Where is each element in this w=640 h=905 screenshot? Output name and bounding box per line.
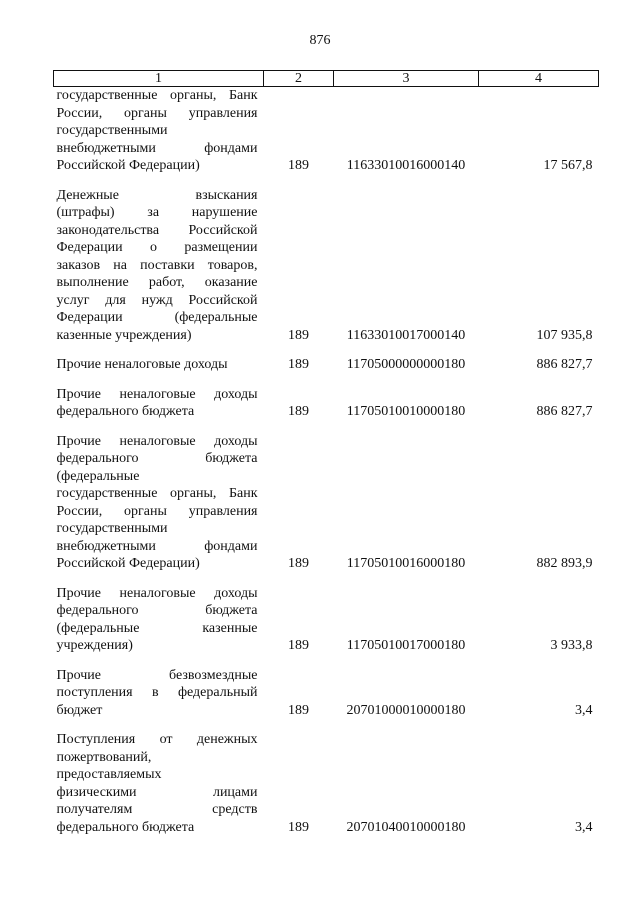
revenue-name-line: заказов на поставки товаров, xyxy=(56,257,258,273)
revenue-name-line: государственными xyxy=(56,123,168,138)
revenue-name-line: России, органы управления xyxy=(56,503,258,519)
revenue-name-line: учреждения) xyxy=(56,638,133,653)
table-row xyxy=(54,585,599,667)
amount-cell: 107 935,8 xyxy=(536,327,593,343)
revenue-name-cell xyxy=(54,433,264,585)
revenue-name-line: Прочие безвозмездные xyxy=(56,667,258,683)
revenue-name-line: внебюджетными фондами xyxy=(56,140,258,156)
table-row xyxy=(54,356,599,386)
amount-cell: 17 567,8 xyxy=(543,158,593,173)
revenue-name-line: внебюджетными фондами xyxy=(56,538,258,554)
table-row xyxy=(54,87,599,187)
admin-code-cell: 189 xyxy=(288,819,309,835)
revenue-name-cell xyxy=(54,187,264,357)
amount-cell: 886 827,7 xyxy=(536,404,593,419)
table-row xyxy=(54,187,599,357)
admin-code-cell: 189 xyxy=(288,357,309,372)
revenue-name-line: государственными xyxy=(56,521,168,536)
admin-code-cell: 189 xyxy=(288,556,309,571)
amount-cell: 3,4 xyxy=(575,819,593,835)
revenue-name-line: России, органы управления xyxy=(56,105,258,121)
admin-code-cell: 189 xyxy=(288,404,309,419)
amount-cell: 3,4 xyxy=(575,702,593,718)
revenue-name-cell xyxy=(54,87,264,187)
revenue-name-cell xyxy=(54,731,264,848)
revenue-name-line: федерального бюджета xyxy=(56,404,195,419)
revenue-name-line: Федерации (федеральные xyxy=(56,310,258,325)
admin-code-cell: 189 xyxy=(288,638,309,653)
revenue-name-line: получателям средств xyxy=(56,802,258,817)
revenue-name-line: федерального бюджета xyxy=(56,603,258,618)
table-row xyxy=(54,667,599,732)
revenue-name-line: Прочие неналоговые доходы xyxy=(56,386,258,402)
revenue-name-line: Прочие неналоговые доходы xyxy=(56,585,258,601)
revenue-name-line: Российской Федерации) xyxy=(56,556,200,571)
revenue-name-line: поступления в федеральный xyxy=(56,685,258,700)
budget-code-cell: 11705010017000180 xyxy=(346,638,466,653)
revenue-name-line: Поступления от денежных xyxy=(56,732,258,747)
budget-revenue-table xyxy=(53,70,599,848)
revenue-name-line: (федеральные казенные xyxy=(56,620,258,636)
table-header-row xyxy=(54,71,599,87)
revenue-name-line: Федерации о размещении xyxy=(56,240,258,255)
table-body xyxy=(54,87,599,849)
revenue-name-cell xyxy=(54,667,264,732)
budget-code-cell: 20701000010000180 xyxy=(346,702,466,718)
revenue-name-line: государственные органы, Банк xyxy=(56,88,258,103)
amount-cell: 886 827,7 xyxy=(536,357,593,372)
amount-cell: 882 893,9 xyxy=(536,556,593,571)
budget-code-cell: 11705000000000180 xyxy=(346,357,466,372)
column-header-3: 3 xyxy=(334,71,479,87)
budget-code-cell: 11633010016000140 xyxy=(346,158,466,173)
revenue-name-line: (штрафы) за нарушение xyxy=(56,205,258,220)
admin-code-cell: 189 xyxy=(288,702,309,718)
budget-code-cell: 20701040010000180 xyxy=(346,819,466,835)
table-row xyxy=(54,386,599,433)
budget-code-cell: 11705010016000180 xyxy=(346,556,466,571)
revenue-name-line: Прочие неналоговые доходы xyxy=(56,433,258,449)
admin-code-cell: 189 xyxy=(288,327,309,343)
revenue-name-line: федерального бюджета xyxy=(56,451,258,466)
admin-code-cell: 189 xyxy=(288,158,309,173)
revenue-name-line: физическими лицами xyxy=(56,784,258,800)
revenue-name-line: федерального бюджета xyxy=(56,819,195,835)
budget-code-cell: 11633010017000140 xyxy=(346,327,466,343)
revenue-name-line: бюджет xyxy=(56,702,103,718)
revenue-name-line: услуг для нужд Российской xyxy=(56,292,258,308)
revenue-name-line: пожертвований, xyxy=(56,749,152,765)
revenue-name-cell xyxy=(54,585,264,667)
revenue-name-cell xyxy=(54,386,264,433)
column-header-4: 4 xyxy=(479,71,599,87)
page-number: 876 xyxy=(309,33,331,48)
revenue-name-line: государственные органы, Банк xyxy=(56,486,258,501)
revenue-name-line: предоставляемых xyxy=(56,767,162,782)
table-row xyxy=(54,731,599,848)
revenue-name-line: законодательства Российской xyxy=(56,222,258,238)
revenue-name-line: Российской Федерации) xyxy=(56,158,200,173)
revenue-name-line: Прочие неналоговые доходы xyxy=(56,357,228,372)
column-header-1: 1 xyxy=(54,71,264,87)
amount-cell: 3 933,8 xyxy=(550,638,593,653)
revenue-name-line: казенные учреждения) xyxy=(56,327,192,343)
revenue-name-line: (федеральные xyxy=(56,468,140,484)
revenue-name-line: Денежные взыскания xyxy=(56,187,258,203)
revenue-name-line: выполнение работ, оказание xyxy=(56,275,258,290)
budget-code-cell: 11705010010000180 xyxy=(346,404,466,419)
column-header-2: 2 xyxy=(264,71,334,87)
revenue-name-cell xyxy=(54,356,264,386)
table-row xyxy=(54,433,599,585)
